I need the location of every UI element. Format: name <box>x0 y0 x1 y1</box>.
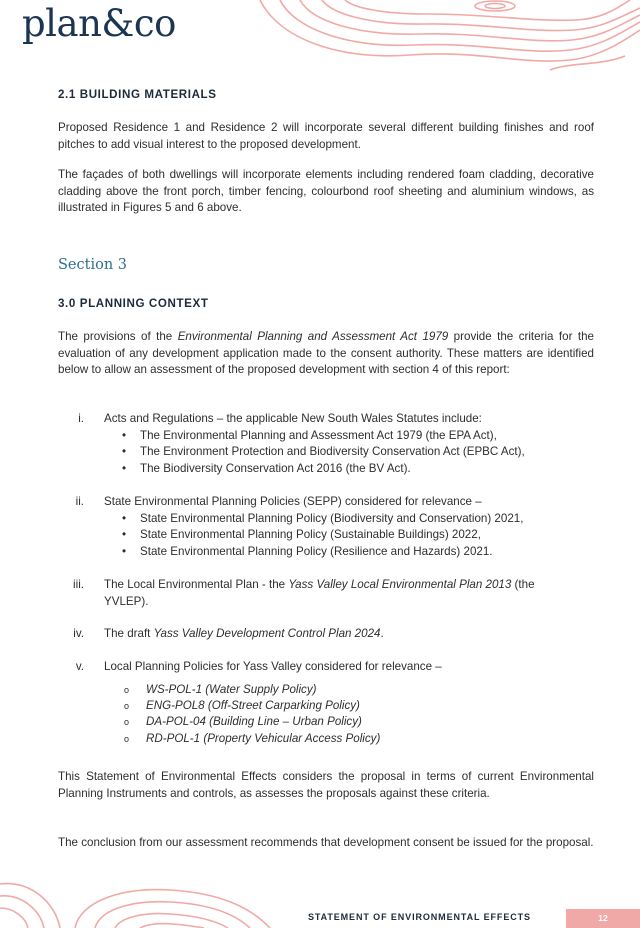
policy-text: ENG-POL8 (Off-Street Carparking Policy) <box>146 699 360 712</box>
list-text: Acts and Regulations – the applicable New South Wales Statutes include: <box>104 412 482 425</box>
bullet-icon: • <box>122 545 127 558</box>
bullet-icon: • <box>122 429 127 442</box>
plan-title: Yass Valley Local Environmental Plan 2013 <box>288 578 512 591</box>
plan-co-logo: plan&co <box>22 2 176 45</box>
section-title: Section 3 <box>58 257 128 273</box>
bullet-item <box>0 544 640 561</box>
building-materials-paragraph-2: The façades of both dwellings will incorporate elements including rendered foam cladding, decorative cladding above the front porch, timber fencing, colourbond roof sheeting and aluminium windows, as illustrated in Figures 5 and 6 above. <box>58 168 594 214</box>
bullet-icon: • <box>122 528 127 541</box>
list-text <box>104 626 594 643</box>
list-item-iii <box>0 577 640 611</box>
list-item-iv <box>0 626 640 643</box>
paragraph-text: provide the criteria for the evaluation of any development application made to the consent authority. These matters are identified below to allow an assessment of the proposed development with section 4 of this report: <box>58 330 594 376</box>
act-title: Environmental Planning and Assessment Act 1979 <box>177 330 449 343</box>
list-text-part: (the <box>511 578 535 591</box>
list-number: i. <box>78 412 84 425</box>
bullet-text: The Biodiversity Conservation Act 2016 (the BV Act). <box>140 462 411 475</box>
page-number-badge: 12 <box>566 909 640 928</box>
policy-text: WS-POL-1 (Water Supply Policy) <box>146 683 317 696</box>
circle-bullet-icon: o <box>124 685 130 695</box>
policy-item <box>0 731 640 748</box>
list-number: iii. <box>73 578 84 591</box>
list-text-part: . <box>380 627 384 640</box>
building-materials-heading: 2.1 BUILDING MATERIALS <box>58 88 217 101</box>
plan-title: Yass Valley Development Control Plan 2024 <box>153 627 381 640</box>
list-item-v <box>0 659 640 676</box>
topographic-contour-footer-decoration <box>0 872 300 928</box>
list-text: Local Planning Policies for Yass Valley considered for relevance – <box>104 660 442 673</box>
bullet-icon: • <box>122 462 127 475</box>
bullet-text: State Environmental Planning Policy (Resilience and Hazards) 2021. <box>140 545 493 558</box>
bullet-item <box>0 461 640 478</box>
bullet-text: State Environmental Planning Policy (Biodiversity and Conservation) 2021, <box>140 512 524 525</box>
circle-bullet-icon: o <box>124 734 130 744</box>
list-number: iv. <box>73 627 84 640</box>
policy-text: RD-POL-1 (Property Vehicular Access Policy) <box>146 732 381 745</box>
bullet-text: The Environmental Planning and Assessment Act 1979 (the EPA Act), <box>140 429 497 442</box>
list-number: ii. <box>75 495 84 508</box>
bullet-item <box>0 444 640 461</box>
list-text-part: The Local Environmental Plan - the <box>104 578 289 591</box>
planning-context-heading: 3.0 PLANNING CONTEXT <box>58 297 209 310</box>
closing-paragraph-1: This Statement of Environmental Effects considers the proposal in terms of current Environmental Planning Instruments and controls, as assesses the proposals against these criteria. <box>58 770 594 800</box>
bullet-icon: • <box>122 512 127 525</box>
bullet-text: State Environmental Planning Policy (Sustainable Buildings) 2022, <box>140 528 481 541</box>
list-item-ii <box>0 494 640 511</box>
policy-text: DA-POL-04 (Building Line – Urban Policy) <box>146 715 362 728</box>
policy-item <box>0 682 640 699</box>
list-text: State Environmental Planning Policies (SEPP) considered for relevance – <box>104 495 482 508</box>
topographic-contour-header-decoration <box>250 0 640 75</box>
list-number: v. <box>75 660 84 673</box>
planning-context-paragraph <box>58 329 594 379</box>
list-text-part: The draft <box>104 627 154 640</box>
circle-bullet-icon: o <box>124 701 130 711</box>
list-item-i <box>0 411 640 428</box>
list-text <box>104 577 594 610</box>
bullet-item <box>0 527 640 544</box>
bullet-item <box>0 511 640 528</box>
building-materials-paragraph-1: Proposed Residence 1 and Residence 2 will incorporate several different building finishes and roof pitches to add visual interest to the proposed development. <box>58 121 594 151</box>
bullet-icon: • <box>122 445 127 458</box>
circle-bullet-icon: o <box>124 717 130 727</box>
bullet-text: The Environment Protection and Biodiversity Conservation Act (EPBC Act), <box>140 445 525 458</box>
bullet-item <box>0 428 640 445</box>
policy-item <box>0 698 640 715</box>
list-text-part: YVLEP). <box>104 594 149 608</box>
policy-item <box>0 714 640 731</box>
paragraph-text: The provisions of the <box>58 330 178 343</box>
closing-paragraph-2: The conclusion from our assessment recommends that development consent be issued for the proposal. <box>58 836 594 849</box>
footer-document-title: STATEMENT OF ENVIRONMENTAL EFFECTS <box>308 912 531 922</box>
